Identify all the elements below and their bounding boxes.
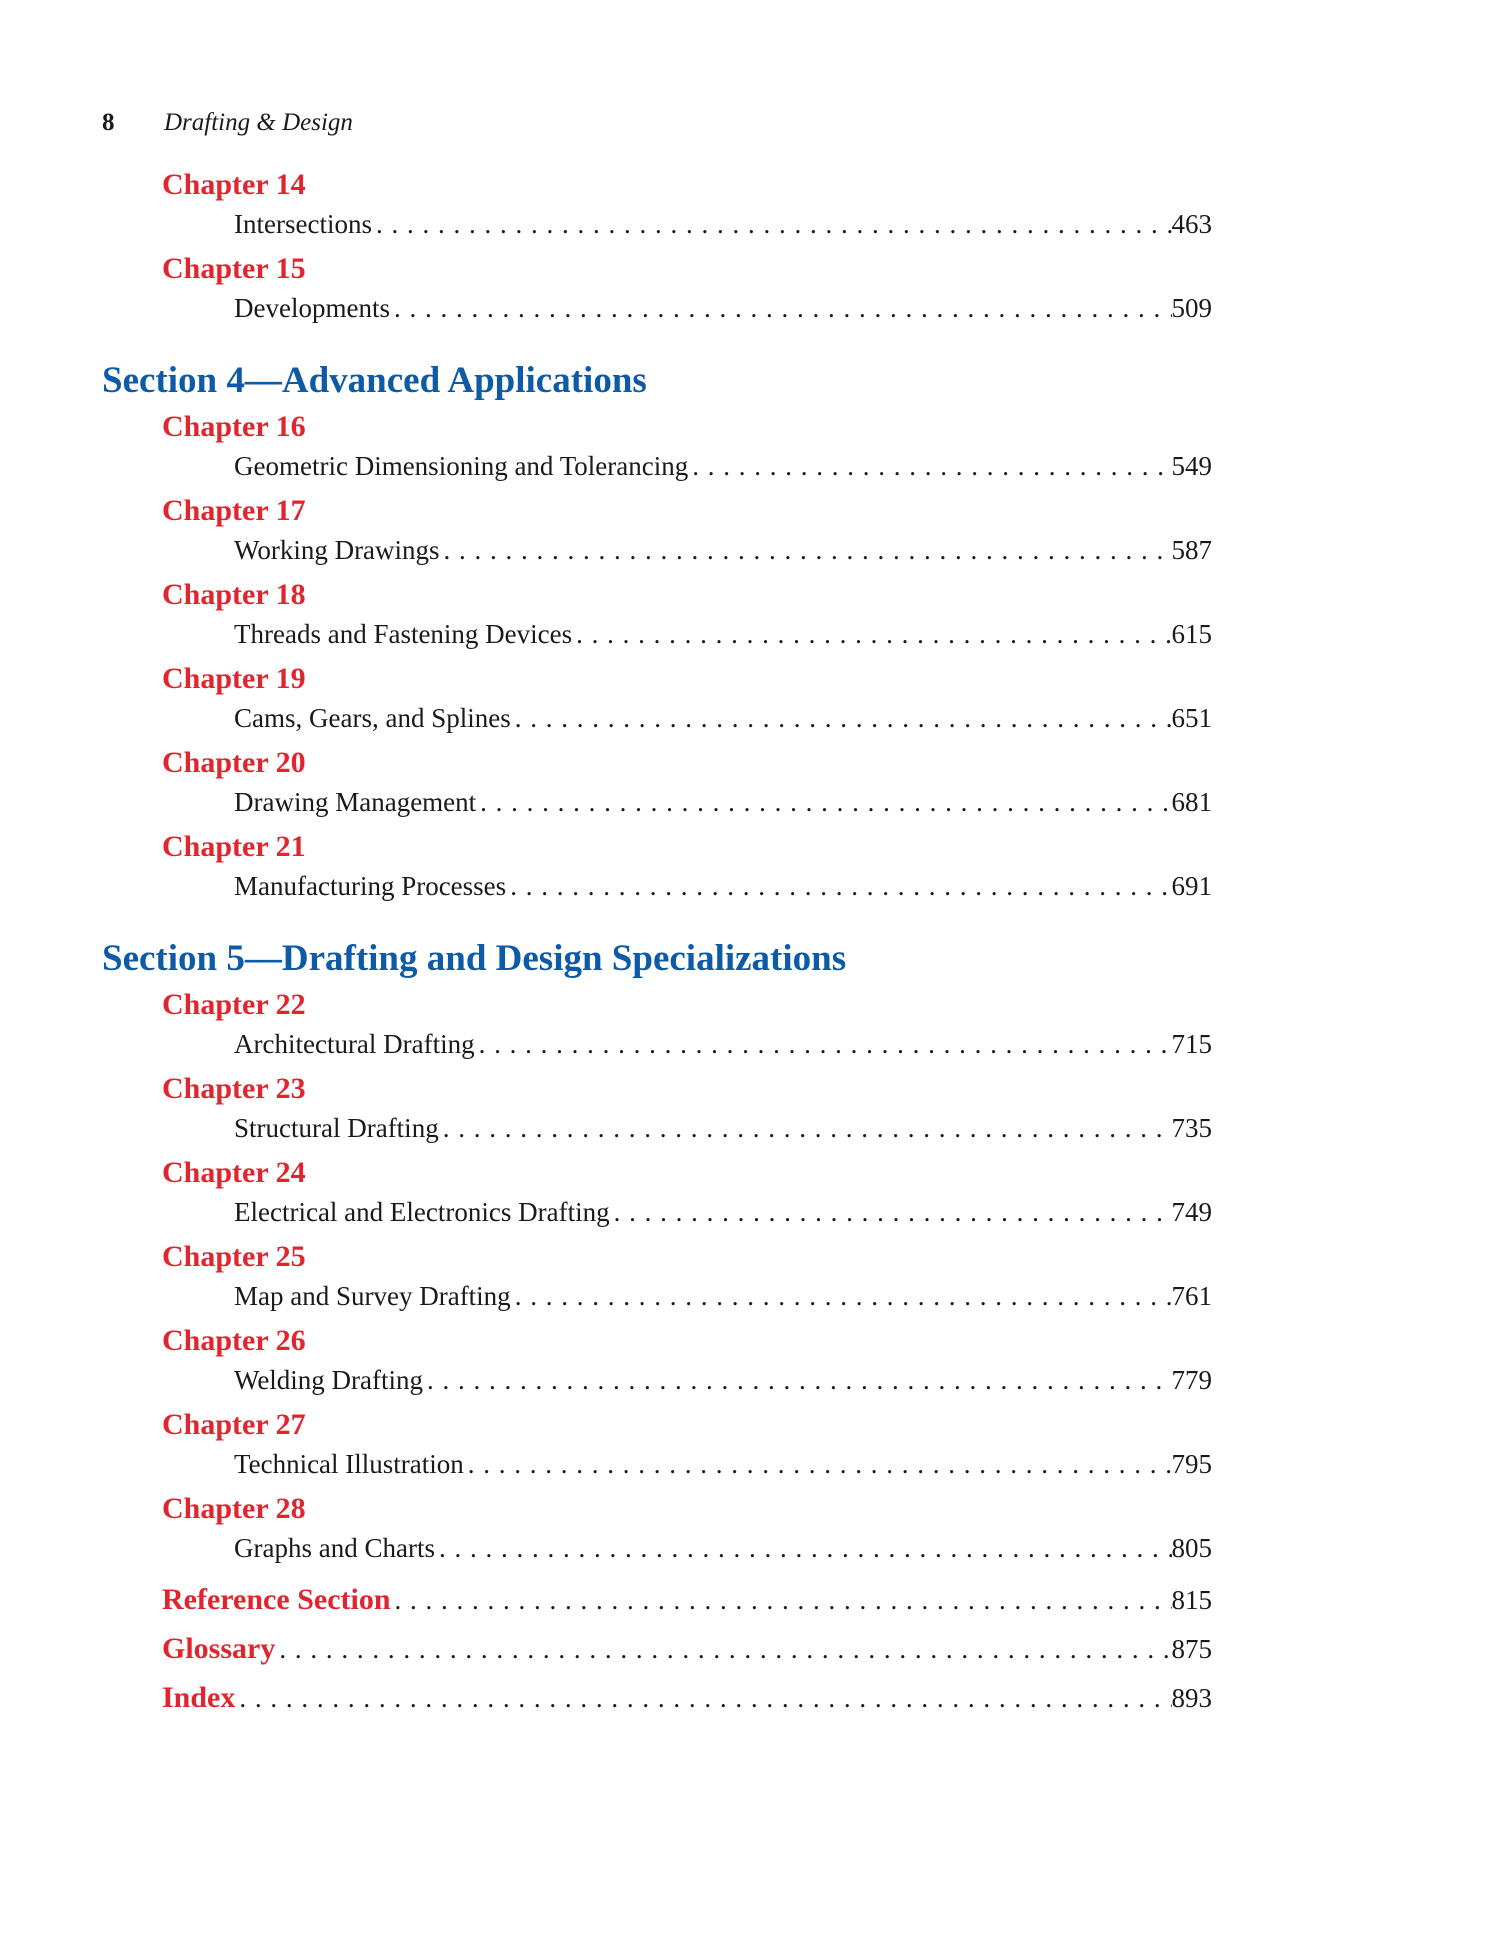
chapter-page-number: 795 bbox=[1171, 1449, 1212, 1479]
chapter-title: Manufacturing Processes bbox=[234, 871, 507, 901]
chapter-entry bbox=[234, 616, 1212, 660]
chapter-entry bbox=[234, 700, 1212, 744]
chapter-item bbox=[162, 1070, 1212, 1154]
chapter-item bbox=[162, 408, 1212, 492]
chapter-title: Working Drawings bbox=[234, 535, 440, 565]
chapter-item bbox=[162, 250, 1212, 334]
chapter-entry bbox=[234, 1194, 1212, 1238]
chapter-item bbox=[162, 1406, 1212, 1490]
dot-leader bbox=[372, 206, 1172, 242]
chapter-title: Graphs and Charts bbox=[234, 1533, 435, 1563]
dot-leader bbox=[440, 532, 1172, 568]
chapter-label: Chapter 22 bbox=[162, 988, 306, 1021]
dot-leader bbox=[476, 784, 1171, 820]
chapter-entry bbox=[234, 532, 1212, 576]
chapter-entry bbox=[234, 448, 1212, 492]
dot-leader bbox=[423, 1362, 1171, 1398]
toc-group bbox=[102, 166, 1212, 334]
chapter-page-number: 749 bbox=[1171, 1197, 1212, 1227]
chapter-item bbox=[162, 660, 1212, 744]
chapter-label: Chapter 16 bbox=[162, 410, 306, 443]
chapter-title: Geometric Dimensioning and Tolerancing bbox=[234, 451, 689, 481]
back-matter-title: Glossary bbox=[162, 1632, 276, 1665]
chapter-title: Map and Survey Drafting bbox=[234, 1281, 511, 1311]
chapter-entry bbox=[234, 1110, 1212, 1154]
dot-leader bbox=[464, 1446, 1172, 1482]
dot-leader bbox=[391, 1580, 1172, 1620]
chapter-item bbox=[162, 1154, 1212, 1238]
chapter-entry bbox=[234, 1446, 1212, 1490]
chapter-item bbox=[162, 576, 1212, 660]
chapter-entry bbox=[234, 1362, 1212, 1406]
chapter-title: Cams, Gears, and Splines bbox=[234, 703, 511, 733]
dot-leader bbox=[572, 616, 1171, 652]
chapter-entry bbox=[234, 784, 1212, 828]
chapter-page-number: 509 bbox=[1171, 293, 1212, 323]
chapter-page-number: 549 bbox=[1171, 451, 1212, 481]
toc-group bbox=[102, 936, 1212, 1574]
chapter-title: Drawing Management bbox=[234, 787, 477, 817]
back-matter-title: Reference Section bbox=[162, 1583, 391, 1616]
dot-leader bbox=[610, 1194, 1172, 1230]
dot-leader bbox=[235, 1678, 1171, 1718]
chapter-page-number: 715 bbox=[1171, 1029, 1212, 1059]
chapter-item bbox=[162, 1322, 1212, 1406]
chapter-page-number: 779 bbox=[1171, 1365, 1212, 1395]
chapter-label: Chapter 23 bbox=[162, 1072, 306, 1105]
chapter-entry bbox=[234, 206, 1212, 250]
chapter-label: Chapter 19 bbox=[162, 662, 306, 695]
chapter-page-number: 651 bbox=[1171, 703, 1212, 733]
chapter-entry bbox=[234, 1026, 1212, 1070]
chapter-item bbox=[162, 986, 1212, 1070]
chapter-label: Chapter 28 bbox=[162, 1492, 306, 1525]
book-title: Drafting & Design bbox=[164, 109, 353, 136]
chapter-label: Chapter 24 bbox=[162, 1156, 306, 1189]
back-matter-title: Index bbox=[162, 1681, 236, 1714]
chapter-title: Technical Illustration bbox=[234, 1449, 464, 1479]
section-title: Section 4—Advanced Applications bbox=[102, 360, 647, 401]
chapter-label: Chapter 15 bbox=[162, 252, 306, 285]
page-number: 8 bbox=[102, 109, 115, 136]
back-matter-entry bbox=[162, 1678, 1212, 1727]
chapter-title: Structural Drafting bbox=[234, 1113, 439, 1143]
back-matter-page-number: 815 bbox=[1171, 1585, 1212, 1615]
back-matter-entry bbox=[162, 1629, 1212, 1678]
toc-group bbox=[102, 358, 1212, 912]
chapter-page-number: 691 bbox=[1171, 871, 1212, 901]
chapter-item bbox=[162, 492, 1212, 576]
chapter-page-number: 681 bbox=[1171, 787, 1212, 817]
chapter-page-number: 761 bbox=[1171, 1281, 1212, 1311]
chapter-title: Welding Drafting bbox=[234, 1365, 424, 1395]
chapter-page-number: 805 bbox=[1171, 1533, 1212, 1563]
chapter-label: Chapter 18 bbox=[162, 578, 306, 611]
chapter-item bbox=[162, 1490, 1212, 1574]
chapter-label: Chapter 17 bbox=[162, 494, 306, 527]
chapter-title: Architectural Drafting bbox=[234, 1029, 475, 1059]
chapter-entry bbox=[234, 1278, 1212, 1322]
chapter-item bbox=[162, 166, 1212, 250]
chapter-title: Electrical and Electronics Drafting bbox=[234, 1197, 610, 1227]
chapter-label: Chapter 26 bbox=[162, 1324, 306, 1357]
back-matter-page-number: 893 bbox=[1171, 1683, 1212, 1713]
chapter-label: Chapter 25 bbox=[162, 1240, 306, 1273]
dot-leader bbox=[475, 1026, 1172, 1062]
section-title: Section 5—Drafting and Design Specializations bbox=[102, 938, 847, 979]
chapter-label: Chapter 20 bbox=[162, 746, 306, 779]
dot-leader bbox=[435, 1530, 1172, 1566]
chapter-entry bbox=[234, 1530, 1212, 1574]
dot-leader bbox=[688, 448, 1171, 484]
chapter-page-number: 587 bbox=[1171, 535, 1212, 565]
table-of-contents bbox=[102, 166, 1212, 1727]
chapter-entry bbox=[234, 868, 1212, 912]
chapter-item bbox=[162, 828, 1212, 912]
back-matter-page-number: 875 bbox=[1171, 1634, 1212, 1664]
dot-leader bbox=[506, 868, 1171, 904]
chapter-page-number: 735 bbox=[1171, 1113, 1212, 1143]
chapter-item bbox=[162, 744, 1212, 828]
running-header bbox=[102, 108, 353, 138]
back-matter-entry bbox=[162, 1580, 1212, 1629]
chapter-title: Intersections bbox=[234, 209, 372, 239]
chapter-label: Chapter 14 bbox=[162, 168, 306, 201]
chapter-page-number: 615 bbox=[1171, 619, 1212, 649]
dot-leader bbox=[439, 1110, 1172, 1146]
chapter-page-number: 463 bbox=[1171, 209, 1212, 239]
dot-leader bbox=[511, 1278, 1172, 1314]
chapter-label: Chapter 21 bbox=[162, 830, 306, 863]
dot-leader bbox=[275, 1629, 1171, 1669]
chapter-entry bbox=[234, 290, 1212, 334]
dot-leader bbox=[511, 700, 1172, 736]
dot-leader bbox=[390, 290, 1172, 326]
chapter-title: Threads and Fastening Devices bbox=[234, 619, 573, 649]
chapter-label: Chapter 27 bbox=[162, 1408, 306, 1441]
chapter-title: Developments bbox=[234, 293, 390, 323]
chapter-item bbox=[162, 1238, 1212, 1322]
